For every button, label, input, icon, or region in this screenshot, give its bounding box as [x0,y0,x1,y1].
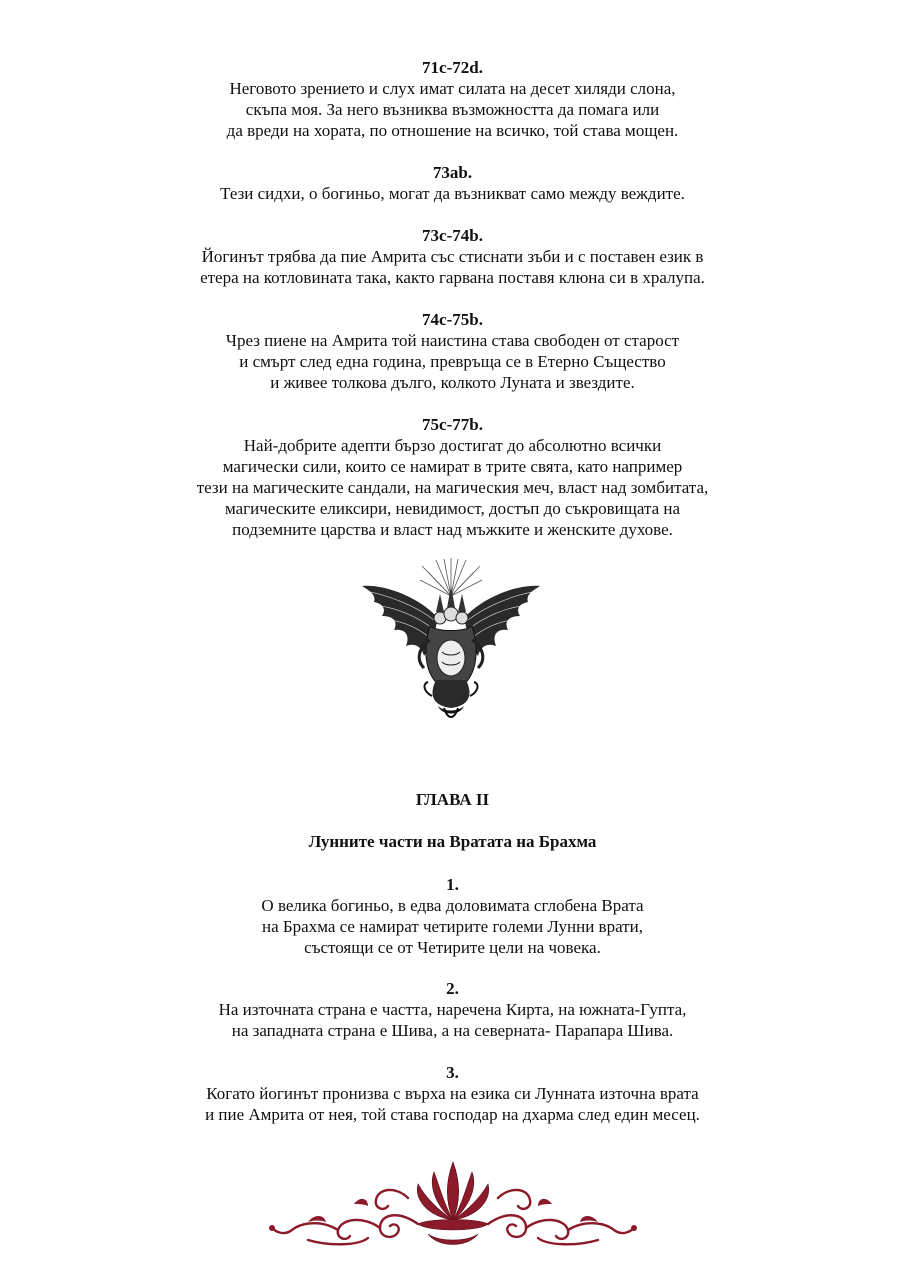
verse-ref: 2. [446,979,459,998]
verse-line: Чрез пиене на Амрита той наистина става свободен от старост [225,331,680,350]
verse-line: магическите еликсири, невидимост, достъп до съкровищата на [224,499,681,518]
verse-line: Йогинът трябва да пие Амрита със стиснати зъби и с поставен език в [201,247,704,266]
verse-ref: 74c-75b. [422,310,483,329]
verse-line: О велика богиньо, в едва доловимата сглобена Врата [261,896,644,915]
verse-line: подземните царства и власт над мъжките и женските духове. [232,520,673,539]
verse-line: Когато йогинът пронизва с върха на езика си Лунната източна врата [206,1084,699,1103]
verse-line: на западната страна е Шива, а на северната- Парапара Шива. [231,1021,674,1040]
verse-line: и смърт след една година, превръща се в Етерно Същество [239,352,666,371]
verse-1 [100,874,805,958]
verse-3 [100,1062,805,1125]
verse-line: състоящи се от Четирите цели на човека. [304,938,601,957]
verse-line: на Брахма се намират четирите големи Лунни врати, [262,917,643,936]
verse-ref: 75c-77b. [422,415,483,434]
verse-line: На източната страна е частта, наречена Кирта, на южната-Гупта, [218,1000,687,1019]
verse-line: Неговото зрението и слух имат силата на десет хиляди слона, [229,79,676,98]
verse-line: скъпа моя. За него възниква възможността да помага или [245,100,660,119]
verse-line: Тези сидхи, о богиньо, могат да възникват само между веждите. [220,184,685,203]
verse-2 [100,978,805,1041]
verse-ref: 73ab. [432,163,473,182]
verse-line: и живее толкова дълго, колкото Луната и звездите. [270,373,635,392]
verse-75c-77b [100,414,805,540]
verse-73ab [100,162,805,204]
verse-line: магически сили, които се намират в трите свята, като например [222,457,683,476]
verse-line: да вреди на хората, по отношение на всичко, той става мощен. [226,121,679,140]
verse-73c-74b [100,225,805,288]
verse-ref: 73c-74b. [422,226,483,245]
floral-ornament-icon [268,1158,638,1250]
verse-line: и пие Амрита от нея, той става господар на дхарма след един месец. [205,1105,700,1124]
chapter-title: Лунните части на Вратата на Брахма [308,832,597,851]
verse-ref: 3. [446,1063,459,1082]
verse-74c-75b [100,309,805,393]
winged-deity-illustration-icon [358,556,544,724]
verse-line: Най-добрите адепти бързо достигат до абсолютно всички [243,436,662,455]
verse-71c-72d [100,57,805,141]
verse-ref: 1. [446,875,459,894]
verse-line: тези на магическите сандали, на магическия меч, власт над зомбитата, [196,478,709,497]
chapter-heading: ГЛАВА II [415,790,490,809]
verse-line: етера на котловината така, както гарвана поставя клюна си в хралупа. [200,268,705,287]
verse-ref: 71c-72d. [422,58,483,77]
